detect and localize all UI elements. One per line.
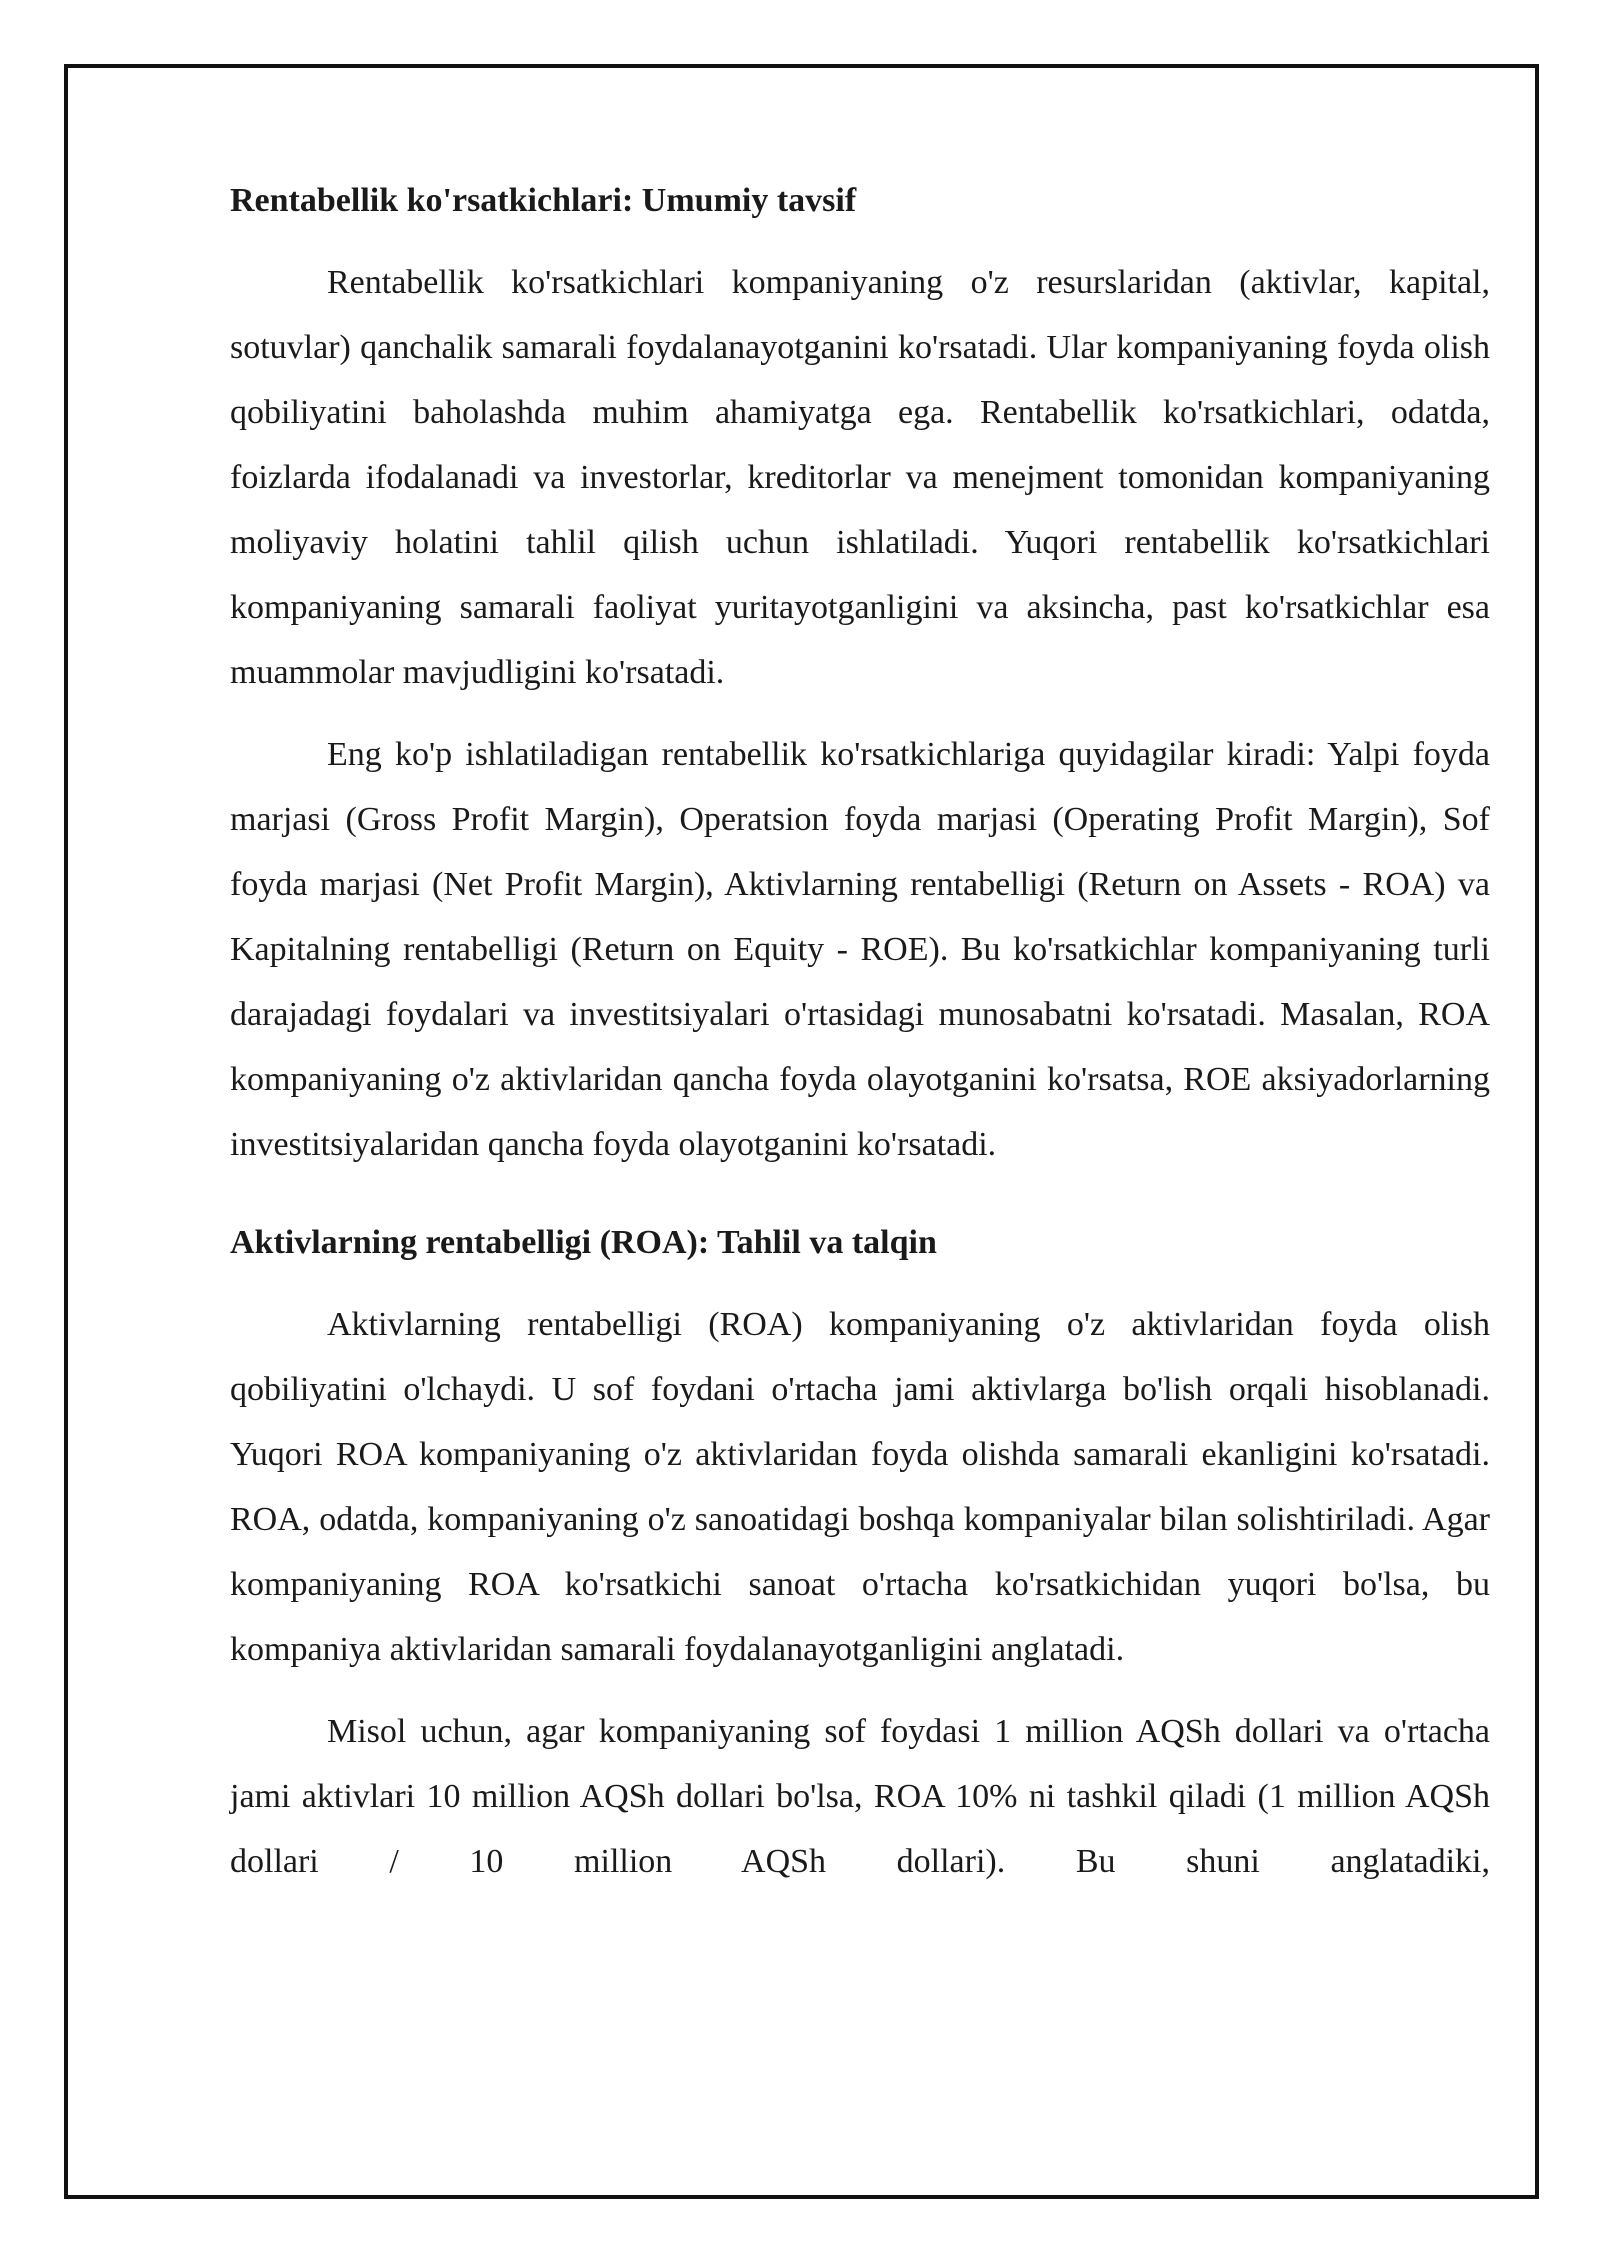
section-heading-profitability: Rentabellik ko'rsatkichlari: Umumiy tavsif — [230, 182, 857, 219]
section-heading-roa: Aktivlarning rentabelligi (ROA): Tahlil va talqin — [230, 1224, 937, 1261]
paragraph-roa-example: Misol uchun, agar kompaniyaning sof foydasi 1 million AQSh dollari va o'rtacha jami aktivlari 10 million AQSh dollari bo'lsa, ROA 10% ni tashkil qiladi (1 million AQSh dollari / 10 million AQSh dollari). Bu shuni anglatadiki, — [230, 1713, 1490, 1880]
paragraph-profitability-intro: Rentabellik ko'rsatkichlari kompaniyaning o'z resurslaridan (aktivlar, kapital, sotuvlar) qanchalik samarali foydalanayotganini ko'rsatadi. Ular kompaniyaning foyda olish qobiliyatini baholashda muhim ahamiyatga ega. Rentabellik ko'rsatkichlari, odatda, foizlarda ifodalanadi va investorlar, kreditorlar va menejment tomonidan kompaniyaning moliyaviy holatini tahlil qilish uchun ishlatiladi. Yuqori rentabellik ko'rsatkichlari kompaniyaning samarali faoliyat yuritayotganligini va aksincha, past ko'rsatkichlar esa muammolar mavjudligini ko'rsatadi. — [230, 264, 1490, 691]
document-body — [230, 168, 1490, 1911]
paragraph-profitability-ratios: Eng ko'p ishlatiladigan rentabellik ko'rsatkichlariga quyidagilar kiradi: Yalpi foyda marjasi (Gross Profit Margin), Operatsion foyda marjasi (Operating Profit Margin), Sof foyda marjasi (Net Profit Margin), Aktivlarning rentabelligi (Return on Assets - ROA) va Kapitalning rentabelligi (Return on Equity - ROE). Bu ko'rsatkichlar kompaniyaning turli darajadagi foydalari va investitsiyalari o'rtasidagi munosabatni ko'rsatadi. Masalan, ROA kompaniyaning o'z aktivlaridan qancha foyda olayotganini ko'rsatsa, ROE aksiyadorlarning investitsiyalaridan qancha foyda olayotganini ko'rsatadi. — [230, 736, 1490, 1163]
paragraph-roa-definition: Aktivlarning rentabelligi (ROA) kompaniyaning o'z aktivlaridan foyda olish qobiliyatini o'lchaydi. U sof foydani o'rtacha jami aktivlarga bo'lish orqali hisoblanadi. Yuqori ROA kompaniyaning o'z aktivlaridan foyda olishda samarali ekanligini ko'rsatadi. ROA, odatda, kompaniyaning o'z sanoatidagi boshqa kompaniyalar bilan solishtiriladi. Agar kompaniyaning ROA ko'rsatkichi sanoat o'rtacha ko'rsatkichidan yuqori bo'lsa, bu kompaniya aktivlaridan samarali foydalanayotganligini anglatadi. — [230, 1306, 1490, 1668]
